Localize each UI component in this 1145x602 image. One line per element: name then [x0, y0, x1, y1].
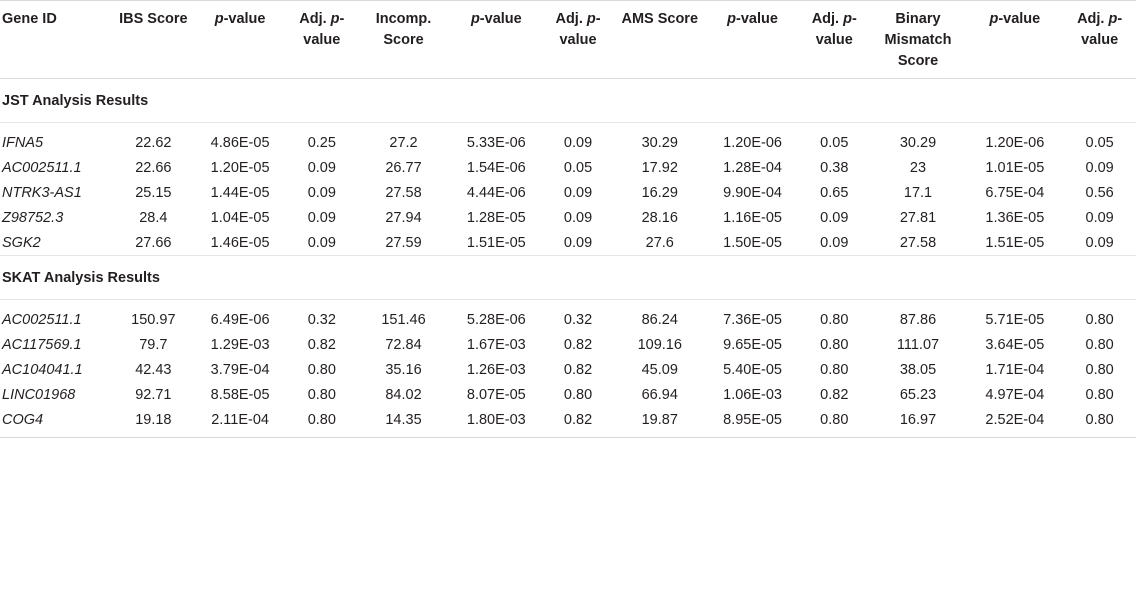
- column-header: [450, 1, 543, 79]
- table-cell: 0.80: [1085, 387, 1114, 403]
- table-cell: 28.16: [641, 210, 678, 226]
- table-cell: 0.82: [563, 412, 593, 428]
- column-header: [543, 1, 614, 79]
- table-cell: 1.20E-05: [210, 160, 270, 176]
- column-header-italic: p: [989, 11, 999, 27]
- table-cell: 0.56: [1085, 185, 1114, 201]
- column-header-suffix: -value: [303, 11, 345, 48]
- column-header-text: Gene ID: [2, 11, 57, 27]
- table-cell: 5.71E-05: [985, 312, 1045, 328]
- gene-id: NTRK3-AS1: [2, 185, 82, 201]
- table-cell: 1.20E-06: [723, 135, 782, 151]
- table-cell: 6.49E-06: [210, 312, 270, 328]
- table-cell: 0.09: [307, 235, 336, 251]
- table-cell: 66.94: [641, 387, 678, 403]
- table-cell: 27.58: [385, 185, 422, 201]
- column-header-italic: p: [586, 11, 596, 27]
- table-cell: 109.16: [637, 337, 682, 353]
- table-cell: 1.51E-05: [985, 235, 1045, 251]
- table-cell: 4.86E-05: [210, 135, 270, 151]
- table-cell: 16.97: [899, 412, 937, 428]
- table-cell: 35.16: [385, 362, 422, 378]
- table-cell: 1.46E-05: [210, 235, 270, 251]
- table-cell: 84.02: [385, 387, 422, 403]
- table-cell: 26.77: [385, 160, 422, 176]
- table-cell: 111.07: [896, 337, 940, 353]
- table-cell: 0.82: [563, 337, 593, 353]
- table-row: [0, 382, 1136, 407]
- table-cell: 1.20E-06: [985, 135, 1045, 151]
- column-header-suffix: -value: [815, 11, 857, 48]
- table-cell: 0.65: [820, 185, 849, 201]
- table-cell: 0.80: [307, 362, 336, 378]
- column-header: [1063, 1, 1136, 79]
- table-cell: 1.28E-05: [466, 210, 526, 226]
- table-cell: 151.46: [381, 312, 426, 328]
- table-row: [0, 332, 1136, 357]
- table-cell: 17.1: [903, 185, 933, 201]
- table-cell: 0.25: [307, 135, 336, 151]
- column-header-italic: p: [214, 11, 224, 27]
- table-cell: 27.2: [389, 135, 418, 151]
- gene-id: AC002511.1: [2, 312, 82, 328]
- table-cell: 28.4: [139, 210, 168, 226]
- table-cell: 0.09: [563, 185, 593, 201]
- table-cell: 0.80: [820, 412, 849, 428]
- table-cell: 0.82: [307, 337, 336, 353]
- table-cell: 27.59: [385, 235, 422, 251]
- table-cell: 9.65E-05: [723, 337, 782, 353]
- table-row: [0, 407, 1136, 438]
- table-cell: 1.80E-03: [466, 412, 526, 428]
- table-cell: 1.01E-05: [985, 160, 1045, 176]
- table-cell: 0.80: [1085, 362, 1114, 378]
- column-header-italic: p: [843, 11, 852, 27]
- table-cell: 27.66: [135, 235, 172, 251]
- column-header-suffix: -value: [998, 11, 1041, 27]
- table-cell: 0.80: [307, 412, 336, 428]
- table-cell: 0.80: [1085, 337, 1114, 353]
- column-header-text: Adj.: [1077, 11, 1109, 27]
- table-cell: 1.54E-06: [466, 160, 526, 176]
- column-header: [613, 1, 706, 79]
- table-cell: 0.80: [307, 387, 336, 403]
- table-cell: 8.95E-05: [723, 412, 782, 428]
- jst-section: [0, 79, 1136, 256]
- table-cell: 1.16E-05: [723, 210, 782, 226]
- table-cell: 27.6: [645, 235, 674, 251]
- table-cell: 0.80: [1085, 412, 1114, 428]
- table-cell: 0.32: [307, 312, 336, 328]
- table-cell: 86.24: [641, 312, 678, 328]
- table-row: [0, 155, 1136, 180]
- column-header: [799, 1, 870, 79]
- table-cell: 0.80: [1085, 312, 1114, 328]
- table-cell: 1.04E-05: [210, 210, 270, 226]
- table-cell: 30.29: [899, 135, 937, 151]
- gene-id: IFNA5: [2, 135, 44, 151]
- table-cell: 0.09: [563, 235, 593, 251]
- table-cell: 1.26E-03: [466, 362, 526, 378]
- table-cell: 0.09: [307, 185, 336, 201]
- table-row: [0, 205, 1136, 230]
- column-header-italic: p: [1108, 11, 1118, 27]
- column-header-text: Binary Mismatch Score: [884, 11, 952, 69]
- table-cell: 1.36E-05: [985, 210, 1045, 226]
- table-cell: 1.28E-04: [723, 160, 782, 176]
- column-header-italic: p: [727, 11, 737, 27]
- table-cell: 23: [909, 160, 927, 176]
- table-cell: 0.09: [820, 235, 849, 251]
- column-header: [0, 1, 113, 79]
- table-cell: 0.09: [1085, 210, 1114, 226]
- table-cell: 9.90E-04: [723, 185, 782, 201]
- table-row: [0, 357, 1136, 382]
- table-cell: 0.32: [563, 312, 593, 328]
- table-cell: 3.64E-05: [985, 337, 1045, 353]
- table-cell: 16.29: [641, 185, 678, 201]
- table-cell: 0.05: [563, 160, 593, 176]
- table-cell: 27.58: [899, 235, 937, 251]
- table-cell: 1.06E-03: [723, 387, 782, 403]
- table-cell: 1.67E-03: [466, 337, 526, 353]
- table-cell: 87.86: [899, 312, 937, 328]
- table-cell: 0.05: [1085, 135, 1114, 151]
- table-cell: 0.80: [563, 387, 593, 403]
- table-row: [0, 180, 1136, 205]
- gene-id: AC117569.1: [2, 337, 82, 353]
- column-header-text: Incomp. Score: [375, 11, 432, 48]
- table-row: [0, 123, 1136, 156]
- column-header-suffix: -value: [1081, 11, 1123, 48]
- column-header-suffix: -value: [223, 11, 266, 27]
- column-header: [113, 1, 194, 79]
- table-row: [0, 300, 1136, 333]
- table-cell: 79.7: [139, 337, 168, 353]
- table-cell: 8.07E-05: [466, 387, 526, 403]
- column-header-italic: p: [470, 11, 480, 27]
- gene-id: AC104041.1: [2, 362, 83, 378]
- column-header-text: Adj.: [811, 11, 844, 27]
- table-cell: 4.44E-06: [466, 185, 526, 201]
- table-cell: 6.75E-04: [985, 185, 1045, 201]
- table-cell: 1.51E-05: [466, 235, 526, 251]
- table-cell: 22.62: [135, 135, 172, 151]
- column-header: [357, 1, 450, 79]
- section-title: SKAT Analysis Results: [0, 256, 1136, 300]
- table-cell: 19.18: [135, 412, 172, 428]
- column-header: [706, 1, 799, 79]
- gene-id: AC002511.1: [2, 160, 82, 176]
- table-cell: 4.97E-04: [985, 387, 1045, 403]
- table-cell: 0.38: [820, 160, 849, 176]
- column-header: [287, 1, 358, 79]
- table-cell: 19.87: [641, 412, 678, 428]
- table-cell: 0.82: [563, 362, 593, 378]
- table-cell: 5.28E-06: [466, 312, 526, 328]
- table-cell: 0.09: [307, 210, 336, 226]
- table-cell: 8.58E-05: [210, 387, 270, 403]
- table-cell: 1.29E-03: [210, 337, 270, 353]
- gene-id: SGK2: [2, 235, 41, 251]
- table-cell: 0.80: [820, 337, 849, 353]
- column-header-text: AMS Score: [621, 11, 699, 27]
- table-cell: 5.40E-05: [723, 362, 782, 378]
- column-header-suffix: -value: [736, 11, 778, 27]
- column-header-suffix: -value: [559, 11, 601, 48]
- table-cell: 3.79E-04: [210, 362, 270, 378]
- column-header-text: Adj.: [555, 11, 587, 27]
- skat-section: [0, 256, 1136, 438]
- gene-id: LINC01968: [2, 387, 76, 403]
- gene-id: Z98752.3: [2, 210, 64, 226]
- table-cell: 25.15: [135, 185, 172, 201]
- table-row: [0, 230, 1136, 256]
- table-cell: 0.09: [1085, 235, 1114, 251]
- table-cell: 5.33E-06: [466, 135, 526, 151]
- section-title: JST Analysis Results: [0, 79, 1136, 123]
- column-header-italic: p: [330, 11, 340, 27]
- table-cell: 14.35: [385, 412, 422, 428]
- table-cell: 0.80: [820, 312, 849, 328]
- table-cell: 150.97: [131, 312, 176, 328]
- table-cell: 72.84: [385, 337, 422, 353]
- column-header: [870, 1, 967, 79]
- table-cell: 1.71E-04: [985, 362, 1045, 378]
- table-cell: 22.66: [135, 160, 172, 176]
- table-cell: 92.71: [135, 387, 172, 403]
- table-cell: 65.23: [899, 387, 937, 403]
- table-cell: 45.09: [641, 362, 678, 378]
- table-cell: 0.82: [820, 387, 849, 403]
- table-cell: 1.50E-05: [723, 235, 782, 251]
- table-cell: 0.09: [563, 135, 593, 151]
- column-header-suffix: -value: [479, 11, 522, 27]
- column-header: [194, 1, 287, 79]
- table-cell: 27.94: [385, 210, 422, 226]
- table-cell: 0.80: [820, 362, 849, 378]
- table-cell: 2.52E-04: [985, 412, 1045, 428]
- table-cell: 0.09: [563, 210, 593, 226]
- table-cell: 38.05: [899, 362, 937, 378]
- table-cell: 1.44E-05: [210, 185, 270, 201]
- table-cell: 27.81: [899, 210, 937, 226]
- column-header: [966, 1, 1063, 79]
- table-cell: 2.11E-04: [211, 412, 269, 428]
- table-cell: 42.43: [135, 362, 172, 378]
- table-cell: 17.92: [641, 160, 678, 176]
- table-header: [0, 1, 1136, 79]
- table-cell: 0.09: [307, 160, 336, 176]
- column-header-text: Adj.: [299, 11, 331, 27]
- table-cell: 0.09: [1085, 160, 1114, 176]
- table-cell: 7.36E-05: [723, 312, 782, 328]
- table-cell: 0.09: [820, 210, 849, 226]
- gene-id: COG4: [2, 412, 44, 428]
- column-header-text: IBS Score: [119, 11, 188, 27]
- table-cell: 0.05: [820, 135, 849, 151]
- table-cell: 30.29: [641, 135, 678, 151]
